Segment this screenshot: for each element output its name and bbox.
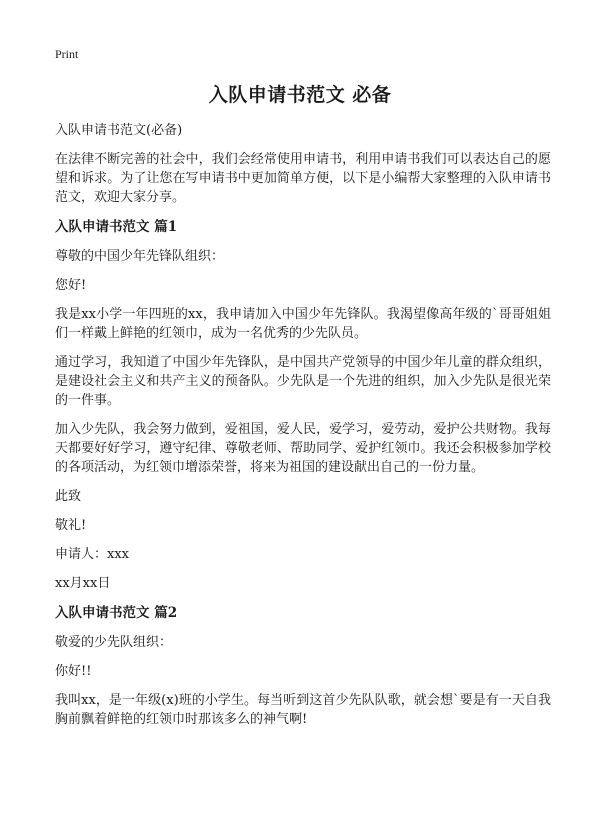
- page-title: 入队申请书范文 必备: [208, 84, 392, 106]
- section-1-heading: 入队申请书范文 篇1: [55, 219, 178, 235]
- section-1-closing-2: 敬礼!: [55, 518, 87, 533]
- print-label: Print: [55, 47, 79, 61]
- subtitle: 入队申请书范文(必备): [55, 123, 183, 138]
- section-1-salutation: 尊敬的中国少年先锋队组织：: [55, 249, 225, 264]
- section-1-paragraph-2: 通过学习，我知道了中国少年先锋队，是中国共产党领导的中国少年儿童的群众组织，是建设社会主义和共产主义的预备队。少先队是一个先进的组织，加入少先队是很光荣的一件事。: [55, 355, 551, 408]
- section-2-heading: 入队申请书范文 篇2: [55, 605, 178, 621]
- section-1-applicant: 申请人：xxx: [55, 547, 129, 562]
- section-2-greeting: 你好!!: [55, 664, 92, 679]
- section-1-date: xx月xx日: [55, 576, 111, 591]
- section-1-closing-1: 此致: [55, 489, 82, 504]
- section-2-paragraph-1: 我叫xx，是一年级(x)班的小学生。每当听到这首少先队队歌，就会想`要是有一天自我胸前飘着鲜艳的红领巾时那该多么的神气啊!: [55, 693, 551, 727]
- section-2-salutation: 敬爱的少先队组织：: [55, 635, 173, 650]
- section-1-paragraph-1: 我是xx小学一年四班的xx，我申请加入中国少年先锋队。我渴望像高年级的`哥哥姐姐们一样戴上鲜艳的红领巾，成为一名优秀的少先队员。: [55, 307, 551, 341]
- section-1-paragraph-3: 加入少先队，我会努力做到，爱祖国，爱人民，爱学习，爱劳动，爱护公共财物。我每天都要好好学习，遵守纪律、尊敬老师、帮助同学、爱护红领巾。我还会积极参加学校的各项活动，为红领巾增添荣誉，将来为祖国的建设献出自己的一份力量。: [55, 422, 551, 475]
- intro-paragraph: 在法律不断完善的社会中，我们会经常使用申请书，利用申请书我们可以表达自己的愿望和诉求。为了让您在写申请书中更加简单方便，以下是小编帮大家整理的入队申请书范文，欢迎大家分享。: [55, 152, 551, 205]
- section-1-greeting: 您好!: [55, 278, 87, 293]
- document-body: [55, 121, 551, 739]
